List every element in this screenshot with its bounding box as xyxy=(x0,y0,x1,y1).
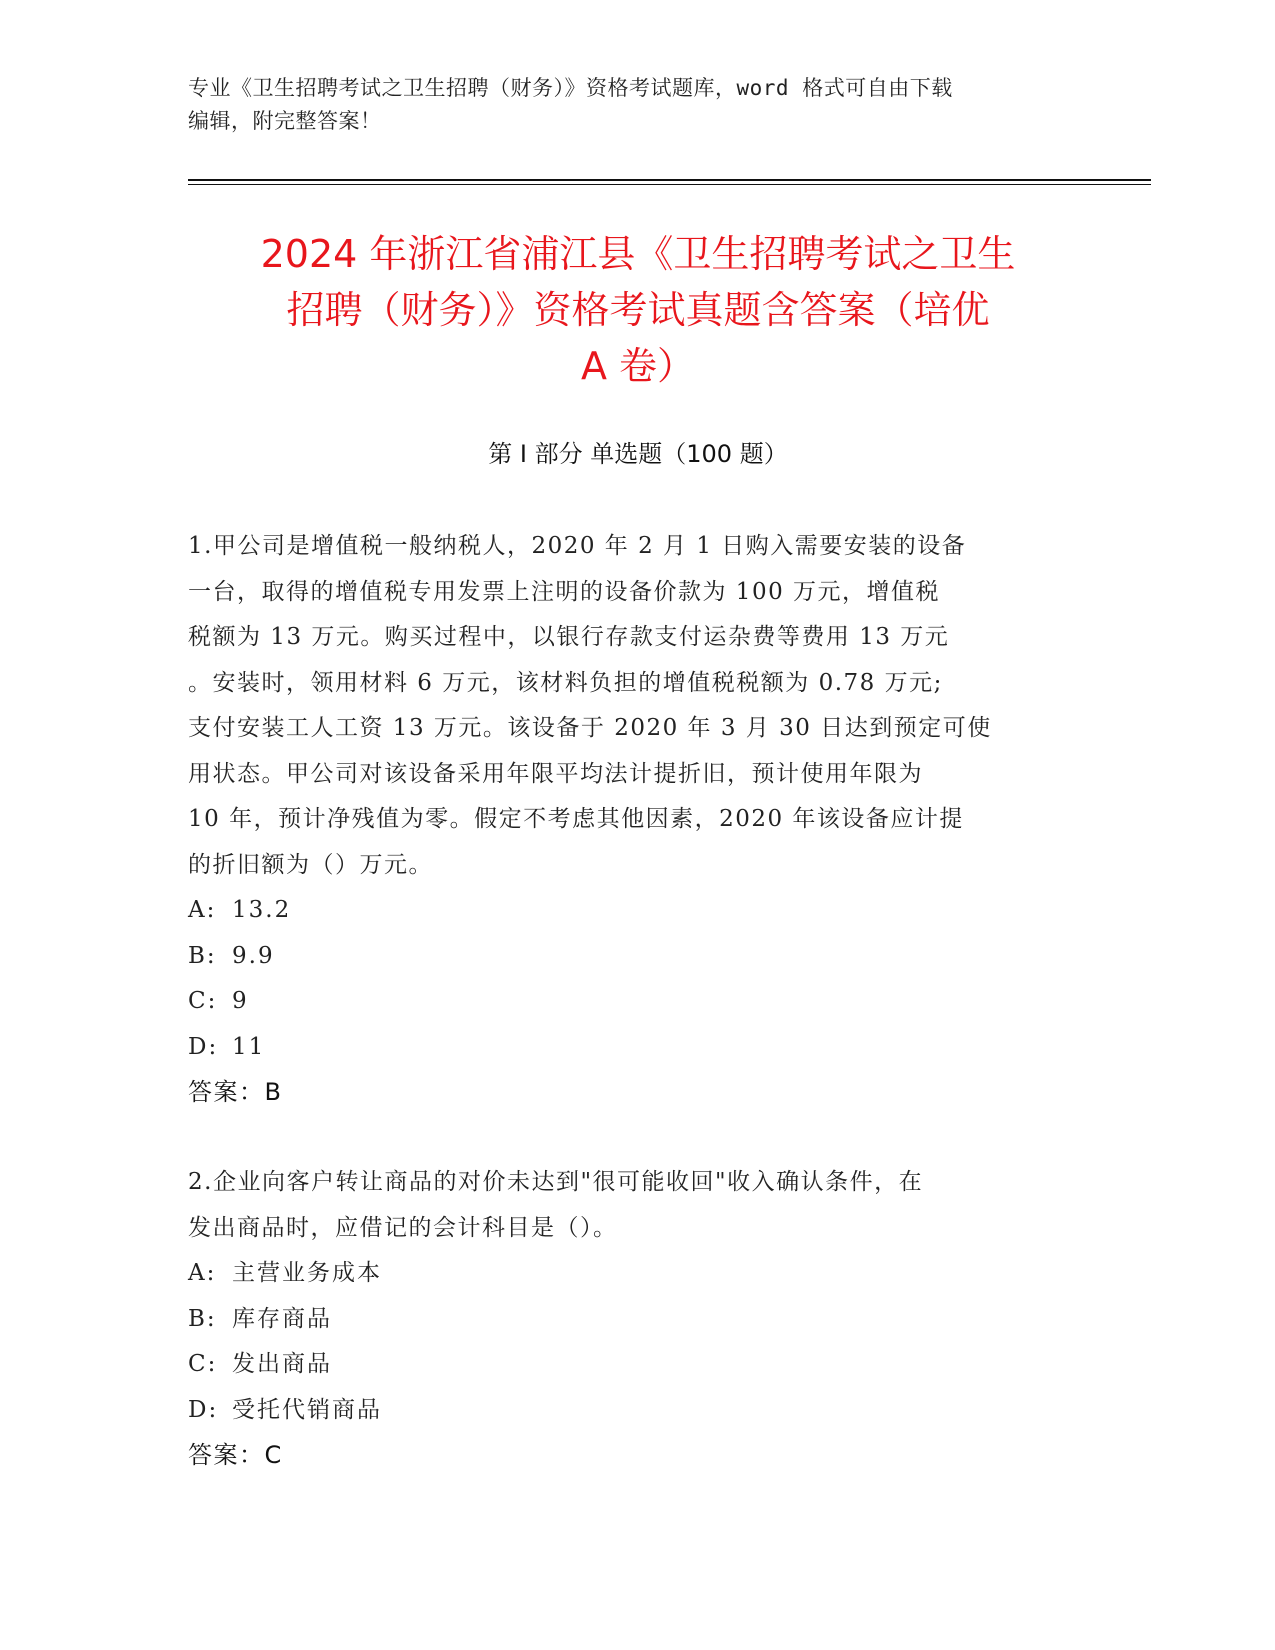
option-letter: D: xyxy=(188,1033,219,1060)
answer-line: 答案：C xyxy=(188,1441,283,1469)
option-letter: C: xyxy=(188,1351,218,1377)
stem-line: 一台，取得的增值税专用发票上注明的设备价款为 100 万元，增值税 xyxy=(188,578,941,605)
option-letter: A: xyxy=(188,897,217,923)
header-note-line: 专业《卫生招聘考试之卫生招聘（财务）》资格考试题库，word 格式可自由下载 xyxy=(188,76,953,100)
option-text: 发出商品 xyxy=(232,1351,332,1377)
stem-line: 税额为 13 万元。购买过程中，以银行存款支付运杂费等费用 13 万元 xyxy=(188,624,950,650)
option-text: 11 xyxy=(232,1033,266,1060)
section-heading: 第 I 部分 单选题（100 题） xyxy=(488,440,788,468)
option-d xyxy=(188,1025,1068,1071)
stem-line: 支付安装工人工资 13 万元。该设备于 2020 年 3 月 30 日达到预定可使 xyxy=(188,715,992,741)
title-line: 招聘（财务）》资格考试真题含答案（培优 xyxy=(286,288,990,332)
stem-line: 的折旧额为（）万元。 xyxy=(188,851,433,878)
question-2 xyxy=(188,1160,1068,1479)
option-c xyxy=(188,1342,1068,1388)
option-text: 库存商品 xyxy=(232,1305,332,1332)
stem-line: 1.甲公司是增值税一般纳税人，2020 年 2 月 1 日购入需要安装的设备 xyxy=(188,533,967,559)
option-b xyxy=(188,934,1068,980)
option-text: 13.2 xyxy=(232,897,292,923)
option-text: 受托代销商品 xyxy=(232,1396,382,1423)
header-note-line: 编辑，附完整答案！ xyxy=(188,109,382,133)
stem-line: 10 年，预计净残值为零。假定不考虑其他因素，2020 年该设备应计提 xyxy=(188,806,964,832)
option-d xyxy=(188,1388,1068,1434)
option-letter: A: xyxy=(188,1260,217,1286)
title-line: 2024 年浙江省浦江县《卫生招聘考试之卫生 xyxy=(260,232,1016,276)
question-stem xyxy=(188,524,1068,888)
option-a xyxy=(188,1251,1068,1297)
question-1 xyxy=(188,524,1068,1116)
option-c xyxy=(188,979,1068,1025)
option-letter: C: xyxy=(188,988,218,1014)
document-title xyxy=(188,226,1088,394)
header-divider-thick xyxy=(188,179,1151,181)
option-letter: D: xyxy=(188,1396,219,1423)
answer-line: 答案：B xyxy=(188,1078,283,1106)
header-divider-thin xyxy=(188,184,1151,185)
title-line: A 卷） xyxy=(580,344,696,388)
stem-line: 2.企业向客户转让商品的对价未达到"很可能收回"收入确认条件，在 xyxy=(188,1169,924,1195)
option-text: 9.9 xyxy=(232,942,275,969)
option-letter: B: xyxy=(188,1305,217,1332)
option-letter: B: xyxy=(188,942,217,969)
option-text: 9 xyxy=(232,988,249,1014)
document-header-note xyxy=(188,72,1068,138)
stem-line: 。安装时，领用材料 6 万元，该材料负担的增值税税额为 0.78 万元; xyxy=(188,669,943,696)
option-b xyxy=(188,1297,1068,1343)
stem-line: 发出商品时，应借记的会计科目是（）。 xyxy=(188,1214,618,1241)
option-text: 主营业务成本 xyxy=(232,1260,382,1286)
option-a xyxy=(188,888,1068,934)
question-stem xyxy=(188,1160,1068,1251)
stem-line: 用状态。甲公司对该设备采用年限平均法计提折旧，预计使用年限为 xyxy=(188,760,923,787)
